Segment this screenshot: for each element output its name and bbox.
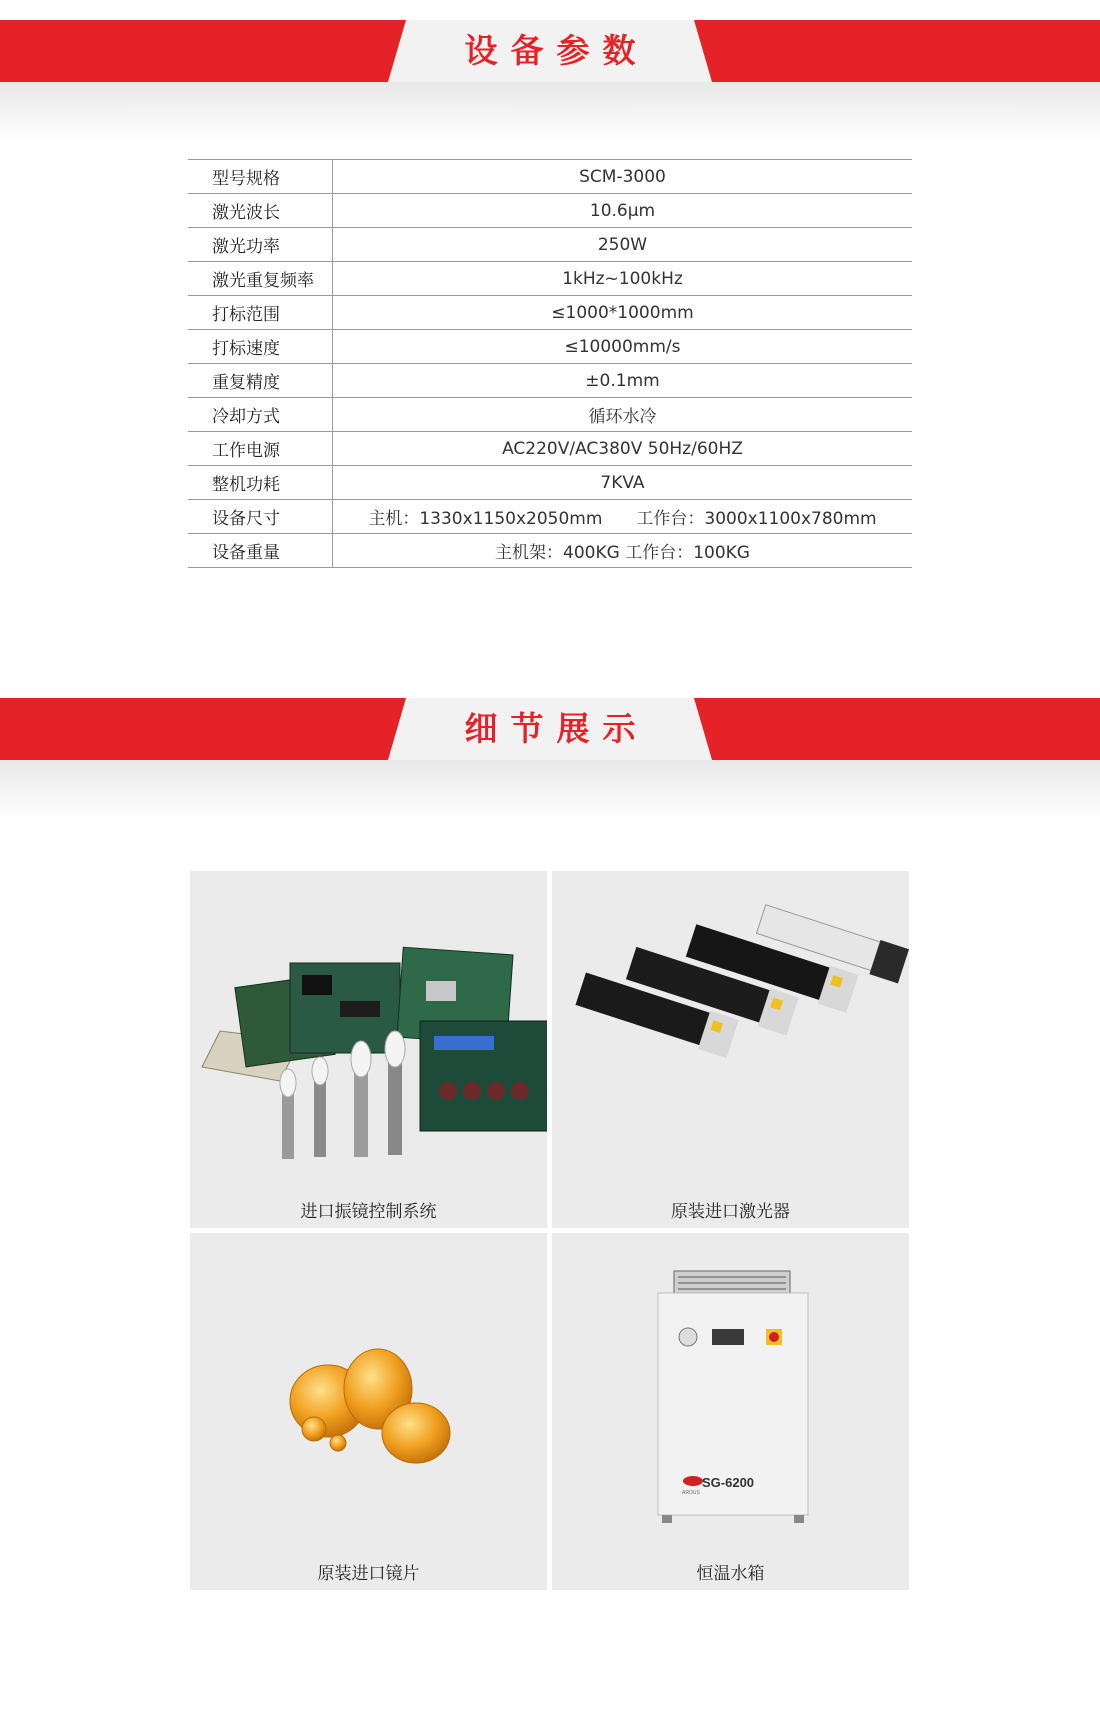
spec-row — [188, 160, 912, 194]
banner-shadow — [0, 760, 1100, 820]
spec-label: 工作电源 — [188, 432, 333, 466]
spec-label: 打标范围 — [188, 296, 333, 330]
spec-row — [188, 330, 912, 364]
spec-value: ≤10000mm/s — [333, 330, 913, 364]
spec-value: 主机架：400KG 工作台：100KG — [333, 534, 913, 568]
galvo-control-image — [190, 871, 547, 1191]
section-title: 设备参数 — [464, 31, 649, 70]
spec-label: 激光功率 — [188, 228, 333, 262]
detail-caption: 进口振镜控制系统 — [300, 1202, 437, 1222]
spec-value — [333, 500, 913, 534]
banner-shadow — [0, 82, 1100, 142]
spec-row — [188, 364, 912, 398]
detail-grid — [190, 871, 910, 1591]
spec-value: ±0.1mm — [333, 364, 913, 398]
spec-value: SCM-3000 — [333, 160, 913, 194]
section-banner-params — [0, 0, 1100, 135]
spec-value: 250W — [333, 228, 913, 262]
spec-row — [188, 262, 912, 296]
spec-row — [188, 432, 912, 466]
laser-source-image — [552, 871, 909, 1191]
spec-label: 型号规格 — [188, 160, 333, 194]
detail-card-lens — [190, 1233, 547, 1590]
section-banner-details — [0, 678, 1100, 813]
spec-value: AC220V/AC380V 50Hz/60HZ — [333, 432, 913, 466]
chiller-brand-label: AROUS — [682, 1490, 700, 1496]
detail-card-chiller — [552, 1233, 909, 1590]
spec-value-table: 工作台：3000x1100x780mm — [636, 509, 877, 529]
spec-value: 循环水冷 — [333, 398, 913, 432]
spec-row — [188, 194, 912, 228]
spec-row — [188, 296, 912, 330]
spec-label: 设备尺寸 — [188, 500, 333, 534]
lens-image — [190, 1233, 547, 1553]
spec-label: 打标速度 — [188, 330, 333, 364]
water-chiller-image — [552, 1233, 909, 1553]
spec-table — [188, 159, 912, 568]
spec-value: ≤1000*1000mm — [333, 296, 913, 330]
spec-label: 设备重量 — [188, 534, 333, 568]
spec-value: 7KVA — [333, 466, 913, 500]
chiller-model-label: SG-6200 — [702, 1475, 755, 1490]
spec-value: 10.6μm — [333, 194, 913, 228]
spec-row — [188, 228, 912, 262]
detail-card-galvo — [190, 871, 547, 1228]
spec-value-main: 主机：1330x1150x2050mm — [368, 509, 603, 529]
spec-row — [188, 466, 912, 500]
spec-row — [188, 500, 912, 534]
spec-label: 整机功耗 — [188, 466, 333, 500]
detail-caption: 原装进口镜片 — [317, 1564, 420, 1584]
spec-label: 激光重复频率 — [188, 262, 333, 296]
spec-label: 激光波长 — [188, 194, 333, 228]
spec-label: 重复精度 — [188, 364, 333, 398]
spec-label: 冷却方式 — [188, 398, 333, 432]
spec-row — [188, 398, 912, 432]
detail-caption: 恒温水箱 — [696, 1564, 765, 1584]
detail-caption: 原装进口激光器 — [671, 1202, 790, 1222]
spec-value: 1kHz~100kHz — [333, 262, 913, 296]
spec-row — [188, 534, 912, 568]
section-title: 细节展示 — [464, 709, 649, 748]
detail-card-laser — [552, 871, 909, 1228]
